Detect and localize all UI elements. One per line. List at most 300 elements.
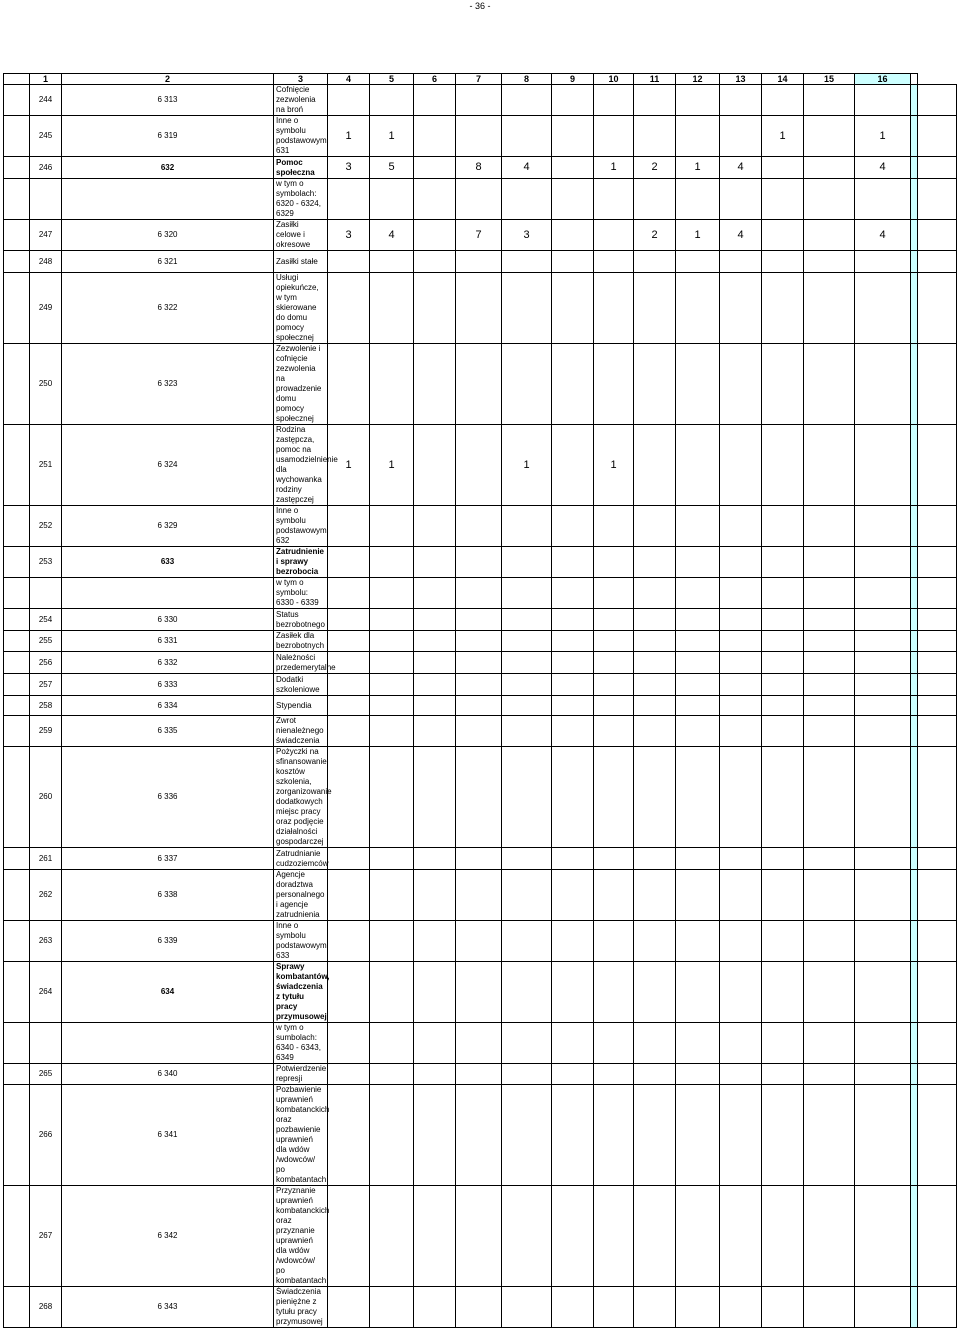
- value-cell-col-10: 2: [634, 157, 676, 179]
- value-cell-col-3: 3: [328, 157, 370, 179]
- empty-cell: [918, 1023, 957, 1064]
- value-cell-col-4: [370, 578, 414, 609]
- value-cell-col-7: [502, 1023, 552, 1064]
- value-cell-col-14: [804, 273, 855, 344]
- symbol-cell: 6 330: [62, 609, 274, 631]
- value-cell-col-13: [762, 273, 804, 344]
- value-cell-col-6: [456, 652, 502, 674]
- category-name-cell: Pozbawienie uprawnień kombatanckich oraz pozbawienie uprawnień dla wdów /wdowców/ po kombatantach: [274, 1085, 328, 1186]
- value-cell-col-14: [804, 848, 855, 870]
- symbol-cell: 6 335: [62, 716, 274, 747]
- value-cell-col-5: [414, 921, 456, 962]
- row-number-cell: 258: [30, 696, 62, 716]
- symbol-cell: 6 334: [62, 696, 274, 716]
- symbol-cell: 6 323: [62, 344, 274, 425]
- header-row: [4, 74, 957, 85]
- value-cell-col-16: [911, 578, 918, 609]
- empty-cell: [918, 609, 957, 631]
- symbol-cell: 6 332: [62, 652, 274, 674]
- value-cell-col-3: [328, 85, 370, 116]
- empty-cell: [4, 921, 30, 962]
- row-number-cell: 249: [30, 273, 62, 344]
- value-cell-col-10: 2: [634, 220, 676, 251]
- category-name-cell: Inne o symbolu podstawowym 631: [274, 116, 328, 157]
- value-cell-col-15: [855, 506, 911, 547]
- value-cell-col-9: [594, 848, 634, 870]
- value-cell-col-12: [720, 251, 762, 273]
- category-name-cell: Inne o symbolu podstawowym 633: [274, 921, 328, 962]
- header-cell: 10: [594, 74, 634, 85]
- value-cell-col-15: [855, 547, 911, 578]
- value-cell-col-11: [676, 251, 720, 273]
- value-cell-col-8: [552, 220, 594, 251]
- value-cell-col-16: [911, 848, 918, 870]
- value-cell-col-7: [502, 716, 552, 747]
- value-cell-col-14: [804, 1186, 855, 1287]
- empty-cell: [4, 609, 30, 631]
- value-cell-col-5: [414, 179, 456, 220]
- value-cell-col-5: [414, 870, 456, 921]
- value-cell-col-6: [456, 1186, 502, 1287]
- value-cell-col-14: [804, 609, 855, 631]
- value-cell-col-9: [594, 696, 634, 716]
- value-cell-col-16: [911, 220, 918, 251]
- value-cell-col-11: [676, 179, 720, 220]
- value-cell-col-10: [634, 179, 676, 220]
- value-cell-col-9: [594, 747, 634, 848]
- empty-cell: [918, 1186, 957, 1287]
- category-name-cell: Zwrot nienależnego świadczenia: [274, 716, 328, 747]
- value-cell-col-11: [676, 716, 720, 747]
- value-cell-col-13: [762, 747, 804, 848]
- value-cell-col-10: [634, 1186, 676, 1287]
- empty-cell: [4, 747, 30, 848]
- value-cell-col-8: [552, 547, 594, 578]
- row-number-cell: [30, 179, 62, 220]
- value-cell-col-15: [855, 716, 911, 747]
- value-cell-col-8: [552, 85, 594, 116]
- value-cell-col-3: [328, 506, 370, 547]
- value-cell-col-13: [762, 425, 804, 506]
- value-cell-col-9: [594, 921, 634, 962]
- value-cell-col-16: [911, 870, 918, 921]
- category-name-cell: Świadczenia pieniężne z tytułu pracy przymusowej: [274, 1287, 328, 1328]
- symbol-cell: 6 313: [62, 85, 274, 116]
- empty-cell: [918, 674, 957, 696]
- symbol-cell: 6 321: [62, 251, 274, 273]
- value-cell-col-14: [804, 716, 855, 747]
- value-cell-col-14: [804, 506, 855, 547]
- value-cell-col-15: 4: [855, 220, 911, 251]
- empty-cell: [918, 85, 957, 116]
- header-cell: 13: [720, 74, 762, 85]
- value-cell-col-6: [456, 870, 502, 921]
- empty-cell: [918, 696, 957, 716]
- value-cell-col-13: [762, 344, 804, 425]
- value-cell-col-11: 1: [676, 220, 720, 251]
- row-number-cell: 262: [30, 870, 62, 921]
- table-row: [4, 631, 957, 652]
- value-cell-col-14: [804, 870, 855, 921]
- symbol-cell: 6 324: [62, 425, 274, 506]
- value-cell-col-12: 4: [720, 220, 762, 251]
- row-number-cell: [30, 1023, 62, 1064]
- value-cell-col-16: [911, 962, 918, 1023]
- value-cell-col-16: [911, 251, 918, 273]
- value-cell-col-8: [552, 674, 594, 696]
- category-name-cell: w tym o sumbolach: 6340 - 6343, 6349: [274, 1023, 328, 1064]
- value-cell-col-15: [855, 609, 911, 631]
- value-cell-col-15: [855, 1064, 911, 1085]
- value-cell-col-14: [804, 425, 855, 506]
- value-cell-col-12: [720, 1085, 762, 1186]
- empty-cell: [4, 1064, 30, 1085]
- value-cell-col-15: [855, 578, 911, 609]
- value-cell-col-10: [634, 1287, 676, 1328]
- value-cell-col-3: [328, 609, 370, 631]
- value-cell-col-12: [720, 747, 762, 848]
- value-cell-col-14: [804, 652, 855, 674]
- value-cell-col-11: [676, 1186, 720, 1287]
- value-cell-col-7: [502, 179, 552, 220]
- value-cell-col-13: 1: [762, 116, 804, 157]
- value-cell-col-11: [676, 547, 720, 578]
- value-cell-col-9: [594, 631, 634, 652]
- value-cell-col-14: [804, 1287, 855, 1328]
- value-cell-col-12: 4: [720, 157, 762, 179]
- empty-cell: [918, 273, 957, 344]
- value-cell-col-16: [911, 547, 918, 578]
- empty-cell: [918, 251, 957, 273]
- row-number-cell: 245: [30, 116, 62, 157]
- value-cell-col-3: [328, 962, 370, 1023]
- value-cell-col-9: [594, 547, 634, 578]
- value-cell-col-15: [855, 631, 911, 652]
- value-cell-col-6: [456, 116, 502, 157]
- empty-cell: [4, 631, 30, 652]
- value-cell-col-14: [804, 220, 855, 251]
- value-cell-col-12: [720, 1186, 762, 1287]
- symbol-cell: 6 319: [62, 116, 274, 157]
- value-cell-col-11: [676, 1287, 720, 1328]
- empty-cell: [4, 157, 30, 179]
- table-row: [4, 962, 957, 1023]
- value-cell-col-5: [414, 547, 456, 578]
- symbol-cell: 6 337: [62, 848, 274, 870]
- value-cell-col-8: [552, 578, 594, 609]
- value-cell-col-13: [762, 609, 804, 631]
- value-cell-col-9: [594, 85, 634, 116]
- header-cell: 4: [328, 74, 370, 85]
- value-cell-col-6: [456, 848, 502, 870]
- value-cell-col-10: [634, 747, 676, 848]
- value-cell-col-9: [594, 578, 634, 609]
- value-cell-col-13: [762, 157, 804, 179]
- value-cell-col-4: [370, 85, 414, 116]
- value-cell-col-12: [720, 870, 762, 921]
- value-cell-col-14: [804, 251, 855, 273]
- value-cell-col-10: [634, 696, 676, 716]
- row-number-cell: 259: [30, 716, 62, 747]
- value-cell-col-9: [594, 1023, 634, 1064]
- category-name-cell: Agencje doradztwa personalnego i agencje zatrudnienia: [274, 870, 328, 921]
- value-cell-col-11: [676, 848, 720, 870]
- value-cell-col-16: [911, 609, 918, 631]
- value-cell-col-11: [676, 609, 720, 631]
- row-number-cell: 244: [30, 85, 62, 116]
- value-cell-col-9: [594, 1064, 634, 1085]
- value-cell-col-10: [634, 716, 676, 747]
- value-cell-col-10: [634, 1085, 676, 1186]
- symbol-cell: 6 343: [62, 1287, 274, 1328]
- value-cell-col-6: [456, 747, 502, 848]
- value-cell-col-5: [414, 344, 456, 425]
- empty-cell: [4, 273, 30, 344]
- empty-cell: [4, 962, 30, 1023]
- value-cell-col-15: [855, 696, 911, 716]
- value-cell-col-12: [720, 921, 762, 962]
- symbol-cell: 634: [62, 962, 274, 1023]
- value-cell-col-3: [328, 1064, 370, 1085]
- empty-cell: [4, 716, 30, 747]
- header-cell: 16: [855, 74, 911, 85]
- value-cell-col-12: [720, 547, 762, 578]
- value-cell-col-12: [720, 674, 762, 696]
- value-cell-col-16: [911, 1064, 918, 1085]
- value-cell-col-16: [911, 157, 918, 179]
- header-cell: [911, 74, 918, 85]
- symbol-cell: 6 333: [62, 674, 274, 696]
- empty-cell: [4, 1287, 30, 1328]
- value-cell-col-14: [804, 116, 855, 157]
- category-name-cell: Cofnięcie zezwolenia na broń: [274, 85, 328, 116]
- empty-cell: [4, 652, 30, 674]
- category-name-cell: Sprawy kombatantów, świadczenia z tytułu pracy przymusowej: [274, 962, 328, 1023]
- value-cell-col-10: [634, 1023, 676, 1064]
- value-cell-col-5: [414, 1085, 456, 1186]
- value-cell-col-11: [676, 870, 720, 921]
- value-cell-col-7: [502, 506, 552, 547]
- value-cell-col-3: [328, 921, 370, 962]
- value-cell-col-15: [855, 1186, 911, 1287]
- value-cell-col-8: [552, 273, 594, 344]
- empty-cell: [918, 1064, 957, 1085]
- value-cell-col-12: [720, 609, 762, 631]
- value-cell-col-4: [370, 344, 414, 425]
- value-cell-col-11: [676, 273, 720, 344]
- table-row: [4, 157, 957, 179]
- empty-cell: [918, 578, 957, 609]
- value-cell-col-6: [456, 921, 502, 962]
- value-cell-col-8: [552, 652, 594, 674]
- value-cell-col-4: [370, 273, 414, 344]
- value-cell-col-11: [676, 1085, 720, 1186]
- value-cell-col-14: [804, 631, 855, 652]
- empty-cell: [918, 962, 957, 1023]
- table-row: [4, 609, 957, 631]
- value-cell-col-3: [328, 631, 370, 652]
- value-cell-col-4: 5: [370, 157, 414, 179]
- value-cell-col-15: [855, 179, 911, 220]
- table-row: [4, 1287, 957, 1328]
- empty-cell: [918, 179, 957, 220]
- value-cell-col-4: [370, 921, 414, 962]
- symbol-cell: 633: [62, 547, 274, 578]
- value-cell-col-13: [762, 547, 804, 578]
- value-cell-col-16: [911, 179, 918, 220]
- empty-cell: [4, 506, 30, 547]
- empty-cell: [4, 116, 30, 157]
- value-cell-col-6: [456, 1085, 502, 1186]
- value-cell-col-6: [456, 1023, 502, 1064]
- value-cell-col-3: [328, 1023, 370, 1064]
- value-cell-col-3: [328, 251, 370, 273]
- value-cell-col-14: [804, 962, 855, 1023]
- empty-cell: [4, 848, 30, 870]
- value-cell-col-5: [414, 157, 456, 179]
- value-cell-col-9: [594, 179, 634, 220]
- value-cell-col-8: [552, 1287, 594, 1328]
- value-cell-col-6: [456, 425, 502, 506]
- value-cell-col-9: [594, 609, 634, 631]
- empty-cell: [918, 425, 957, 506]
- value-cell-col-5: [414, 578, 456, 609]
- value-cell-col-10: [634, 273, 676, 344]
- value-cell-col-7: [502, 251, 552, 273]
- value-cell-col-4: [370, 631, 414, 652]
- row-number-cell: 267: [30, 1186, 62, 1287]
- value-cell-col-7: [502, 609, 552, 631]
- value-cell-col-7: [502, 547, 552, 578]
- symbol-cell: 6 320: [62, 220, 274, 251]
- value-cell-col-15: [855, 674, 911, 696]
- value-cell-col-11: [676, 652, 720, 674]
- symbol-cell: [62, 179, 274, 220]
- empty-cell: [4, 674, 30, 696]
- value-cell-col-3: [328, 273, 370, 344]
- header-cell: 7: [456, 74, 502, 85]
- value-cell-col-4: [370, 179, 414, 220]
- table-row: [4, 1064, 957, 1085]
- value-cell-col-5: [414, 251, 456, 273]
- empty-cell: [918, 747, 957, 848]
- row-number-cell: 261: [30, 848, 62, 870]
- value-cell-col-4: 1: [370, 116, 414, 157]
- table-row: [4, 716, 957, 747]
- value-cell-col-5: [414, 716, 456, 747]
- value-cell-col-6: [456, 506, 502, 547]
- value-cell-col-14: [804, 547, 855, 578]
- empty-cell: [918, 344, 957, 425]
- value-cell-col-10: [634, 1064, 676, 1085]
- empty-cell: [918, 921, 957, 962]
- value-cell-col-16: [911, 1287, 918, 1328]
- value-cell-col-15: [855, 848, 911, 870]
- value-cell-col-8: [552, 1064, 594, 1085]
- value-cell-col-5: [414, 747, 456, 848]
- table-row: [4, 547, 957, 578]
- empty-cell: [918, 116, 957, 157]
- value-cell-col-7: [502, 747, 552, 848]
- value-cell-col-12: [720, 85, 762, 116]
- category-name-cell: Zasiłek dla bezrobotnych: [274, 631, 328, 652]
- value-cell-col-14: [804, 747, 855, 848]
- value-cell-col-4: [370, 609, 414, 631]
- value-cell-col-7: [502, 674, 552, 696]
- value-cell-col-11: [676, 506, 720, 547]
- value-cell-col-5: [414, 1023, 456, 1064]
- value-cell-col-15: [855, 1023, 911, 1064]
- value-cell-col-11: [676, 344, 720, 425]
- value-cell-col-16: [911, 425, 918, 506]
- value-cell-col-11: [676, 962, 720, 1023]
- value-cell-col-10: [634, 674, 676, 696]
- value-cell-col-11: [676, 85, 720, 116]
- value-cell-col-12: [720, 631, 762, 652]
- value-cell-col-9: [594, 674, 634, 696]
- value-cell-col-15: [855, 962, 911, 1023]
- value-cell-col-13: [762, 696, 804, 716]
- value-cell-col-16: [911, 747, 918, 848]
- value-cell-col-13: [762, 220, 804, 251]
- value-cell-col-10: [634, 85, 676, 116]
- value-cell-col-6: [456, 1064, 502, 1085]
- value-cell-col-14: [804, 1064, 855, 1085]
- row-number-cell: 256: [30, 652, 62, 674]
- table-row: [4, 85, 957, 116]
- value-cell-col-4: [370, 547, 414, 578]
- category-name-cell: Inne o symbolu podstawowym 632: [274, 506, 328, 547]
- value-cell-col-12: [720, 273, 762, 344]
- value-cell-col-6: [456, 179, 502, 220]
- value-cell-col-7: 1: [502, 425, 552, 506]
- value-cell-col-15: [855, 921, 911, 962]
- value-cell-col-9: 1: [594, 425, 634, 506]
- value-cell-col-7: [502, 344, 552, 425]
- value-cell-col-6: [456, 631, 502, 652]
- category-name-cell: Rodzina zastępcza, pomoc na usamodzielnienie dla wychowanka rodziny zastępczej: [274, 425, 328, 506]
- empty-cell: [918, 1287, 957, 1328]
- value-cell-col-5: [414, 425, 456, 506]
- value-cell-col-10: [634, 547, 676, 578]
- row-number-cell: 263: [30, 921, 62, 962]
- row-number-cell: 248: [30, 251, 62, 273]
- value-cell-col-6: [456, 273, 502, 344]
- row-number-cell: 247: [30, 220, 62, 251]
- empty-cell: [918, 652, 957, 674]
- value-cell-col-13: [762, 578, 804, 609]
- empty-cell: [4, 251, 30, 273]
- table-row: [4, 870, 957, 921]
- value-cell-col-10: [634, 631, 676, 652]
- value-cell-col-9: [594, 652, 634, 674]
- value-cell-col-16: [911, 85, 918, 116]
- value-cell-col-10: [634, 921, 676, 962]
- value-cell-col-13: [762, 631, 804, 652]
- value-cell-col-4: [370, 848, 414, 870]
- value-cell-col-5: [414, 1064, 456, 1085]
- value-cell-col-4: [370, 1064, 414, 1085]
- value-cell-col-4: 4: [370, 220, 414, 251]
- value-cell-col-4: [370, 696, 414, 716]
- value-cell-col-8: [552, 157, 594, 179]
- value-cell-col-4: [370, 1023, 414, 1064]
- value-cell-col-8: [552, 921, 594, 962]
- value-cell-col-14: [804, 179, 855, 220]
- header-cell: 11: [634, 74, 676, 85]
- value-cell-col-10: [634, 578, 676, 609]
- value-cell-col-15: [855, 425, 911, 506]
